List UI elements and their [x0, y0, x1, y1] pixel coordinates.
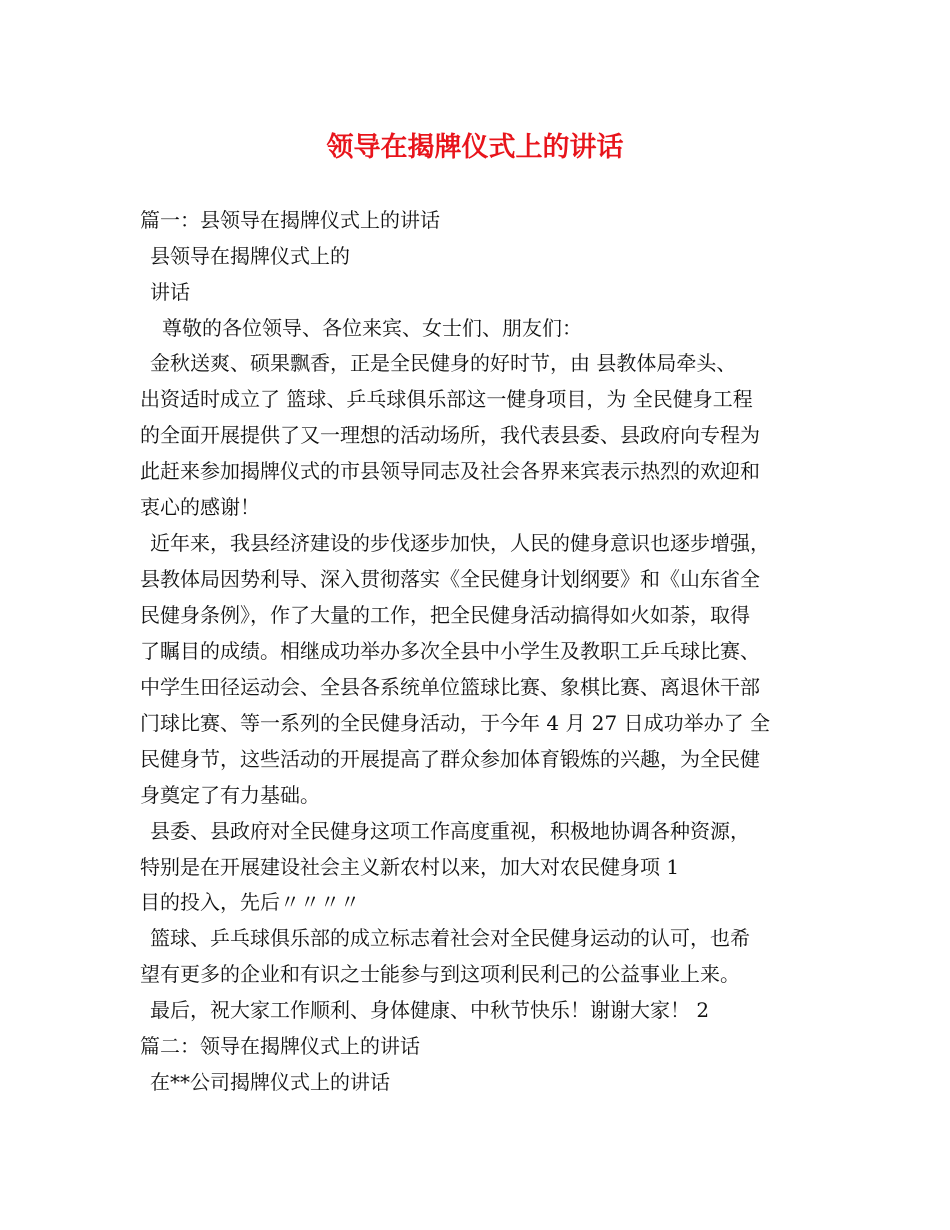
text-line: 了瞩目的成绩。相继成功举办多次全县中小学生及教职工乒乓球比赛、	[140, 639, 760, 663]
text-line: 的全面开展提供了又一理想的活动场所，我代表县委、县政府向专程为	[140, 423, 760, 447]
text-line: 出资适时成立了 篮球、乒乓球俱乐部这一健身项目，为 全民健身工程	[140, 387, 753, 411]
text-line: 尊敬的各位领导、各位来宾、女士们、朋友们：	[162, 316, 582, 340]
text-line: 在**公司揭牌仪式上的讲话	[150, 1070, 390, 1094]
text-line: 门球比赛、等一系列的全民健身活动，于今年 4 月 27 日成功举办了 全	[140, 711, 770, 735]
text-line: 篇二：领导在揭牌仪式上的讲话	[140, 1034, 420, 1058]
document-title: 领导在揭牌仪式上的讲话	[326, 132, 624, 163]
text-line: 最后，祝大家工作顺利、身体健康、中秋节快乐！谢谢大家！ 2	[150, 998, 710, 1022]
text-line: 身奠定了有力基础。	[140, 783, 320, 807]
text-line: 中学生田径运动会、全县各系统单位篮球比赛、象棋比赛、离退休干部	[140, 675, 760, 699]
text-line: 近年来，我县经济建设的步伐逐步加快，人民的健身意识也逐步增强，	[150, 531, 770, 555]
text-line: 篇一：县领导在揭牌仪式上的讲话	[140, 208, 440, 232]
text-line: 目的投入，先后〃〃〃〃	[140, 890, 360, 914]
text-line: 此赶来参加揭牌仪式的市县领导同志及社会各界来宾表示热烈的欢迎和	[140, 459, 760, 483]
text-line: 讲话	[150, 280, 190, 304]
text-line: 民健身条例》，作了大量的工作，把全民健身活动搞得如火如荼，取得	[140, 603, 750, 627]
text-line: 金秋送爽、硕果飘香，正是全民健身的好时节，由 县教体局牵头、	[150, 351, 737, 375]
text-line: 衷心的感谢！	[140, 495, 260, 519]
text-line: 望有更多的企业和有识之士能参与到这项利民利己的公益事业上来。	[140, 962, 740, 986]
text-line: 篮球、乒乓球俱乐部的成立标志着社会对全民健身运动的认可，也希	[150, 926, 750, 950]
text-line: 县委、县政府对全民健身这项工作高度重视，积极地协调各种资源，	[150, 819, 750, 843]
text-line: 特别是在开展建设社会主义新农村以来，加大对农民健身项 1	[140, 855, 680, 879]
text-line: 县教体局因势利导、深入贯彻落实《全民健身计划纲要》和《山东省全	[140, 567, 760, 591]
text-line: 民健身节，这些活动的开展提高了群众参加体育锻炼的兴趣，为全民健	[140, 747, 760, 771]
text-line: 县领导在揭牌仪式上的	[150, 244, 350, 268]
